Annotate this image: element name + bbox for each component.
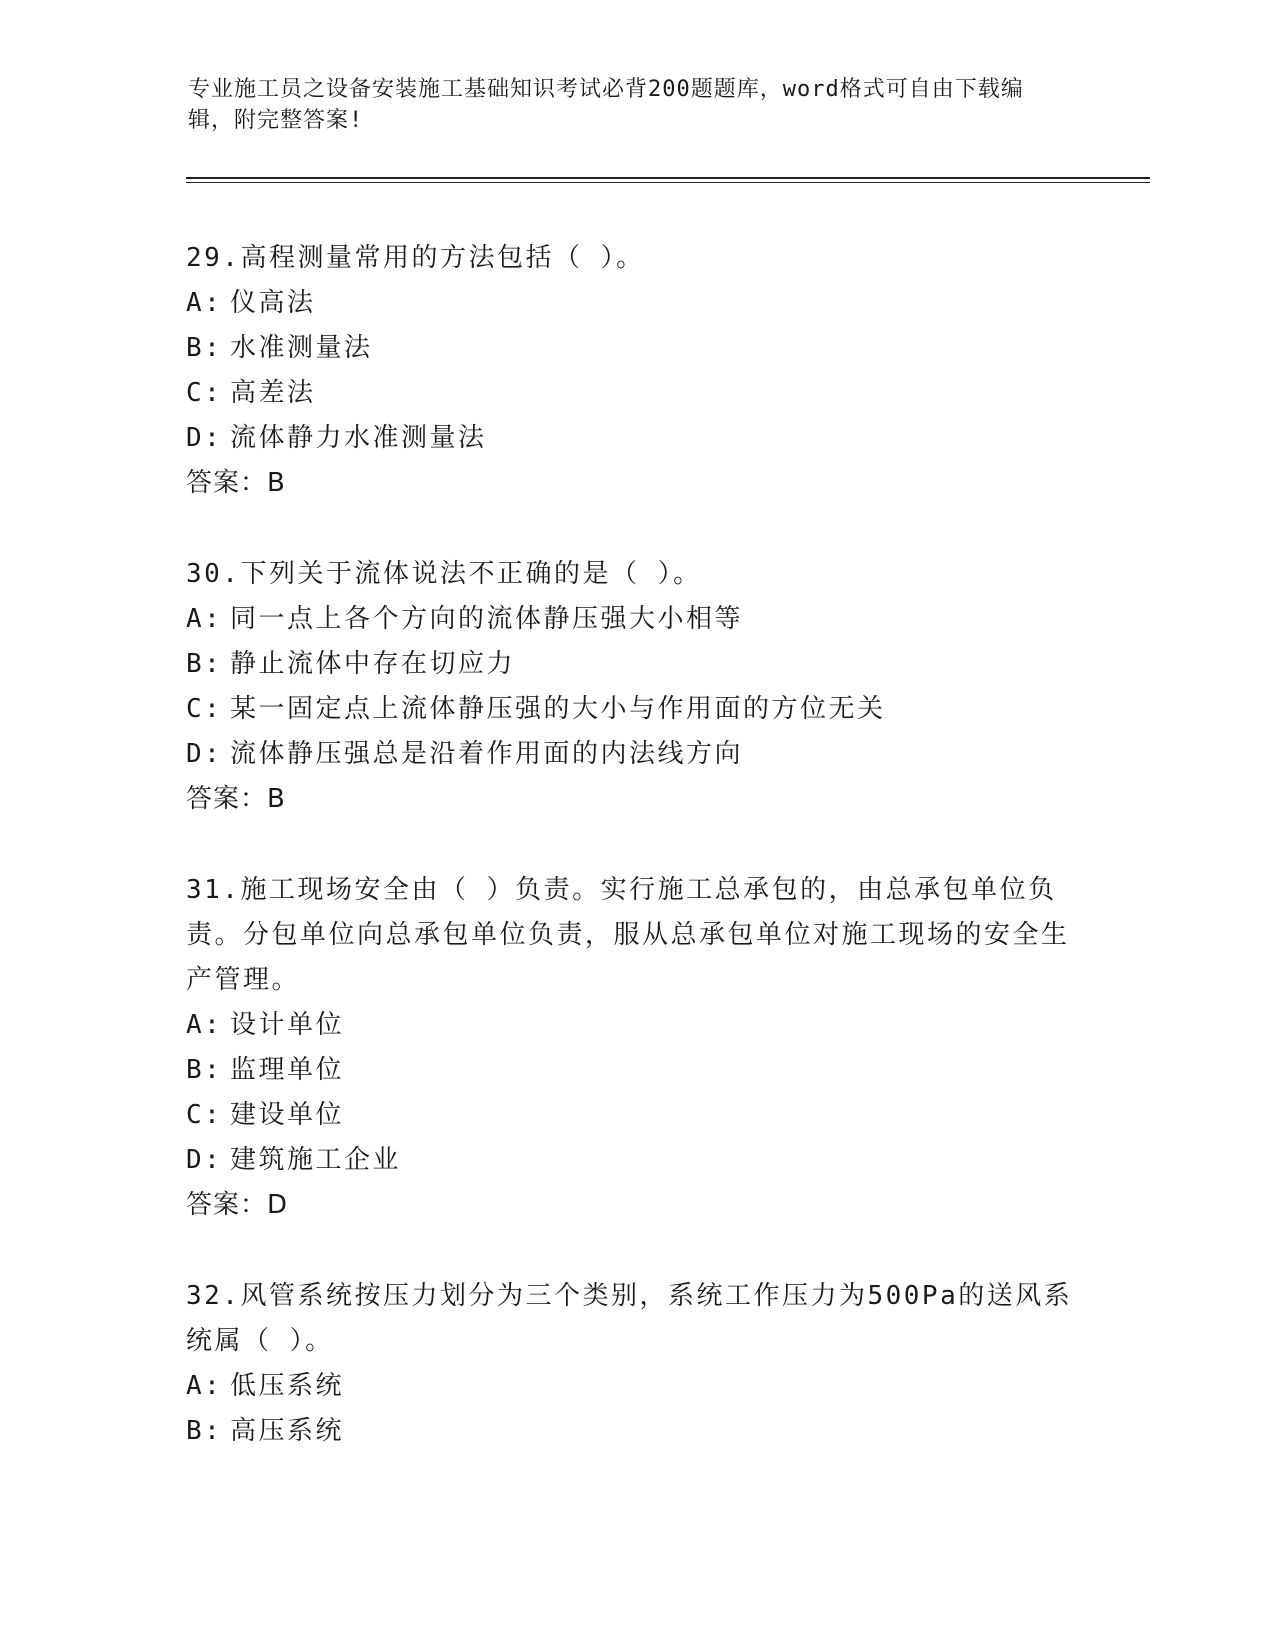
option-text: 高差法 <box>230 378 316 408</box>
question-list <box>186 236 1086 1500</box>
option-text: 高压系统 <box>230 1416 345 1446</box>
option-text: 建设单位 <box>230 1100 345 1130</box>
option-d <box>186 1138 1086 1183</box>
option-c <box>186 687 1086 732</box>
answer-line: 答案：B <box>186 784 286 814</box>
option-a <box>186 1364 1086 1409</box>
option-letter: C: <box>186 1100 223 1130</box>
option-letter: D: <box>186 739 223 769</box>
option-d <box>186 416 1086 461</box>
option-letter: B: <box>186 649 223 679</box>
option-text: 建筑施工企业 <box>230 1145 402 1175</box>
option-letter: D: <box>186 1145 223 1175</box>
option-b <box>186 1048 1086 1093</box>
option-text: 静止流体中存在切应力 <box>230 649 516 679</box>
option-a <box>186 1003 1086 1048</box>
question-stem: 29.高程测量常用的方法包括（ ）。 <box>186 243 645 273</box>
question-stem: 30.下列关于流体说法不正确的是（ ）。 <box>186 559 702 589</box>
option-text: 设计单位 <box>230 1010 345 1040</box>
option-d <box>186 732 1086 777</box>
option-letter: B: <box>186 333 223 363</box>
option-text: 某一固定点上流体静压强的大小与作用面的方位无关 <box>230 694 886 724</box>
answer-line: 答案：B <box>186 468 286 498</box>
option-letter: B: <box>186 1055 223 1085</box>
option-b <box>186 642 1086 687</box>
question-stem: 31.施工现场安全由（ ）负责。实行施工总承包的，由总承包单位负责。分包单位向总承包单位负责，服从总承包单位对施工现场的安全生产管理。 <box>186 875 1070 995</box>
header-divider <box>186 177 1150 183</box>
option-a <box>186 281 1086 326</box>
option-text: 流体静压强总是沿着作用面的内法线方向 <box>230 739 744 769</box>
option-letter: B: <box>186 1416 223 1446</box>
option-b <box>186 1409 1086 1454</box>
question-32 <box>186 1274 1086 1454</box>
option-letter: A: <box>186 288 223 318</box>
option-letter: A: <box>186 1371 223 1401</box>
question-stem: 32.风管系统按压力划分为三个类别，系统工作压力为500Pa的送风系统属（ ）。 <box>186 1281 1073 1356</box>
question-31 <box>186 868 1086 1228</box>
option-text: 水准测量法 <box>230 333 373 363</box>
option-text: 同一点上各个方向的流体静压强大小相等 <box>230 604 744 634</box>
option-letter: A: <box>186 1010 223 1040</box>
option-c <box>186 1093 1086 1138</box>
option-letter: C: <box>186 378 223 408</box>
option-text: 流体静力水准测量法 <box>230 423 487 453</box>
option-letter: C: <box>186 694 223 724</box>
option-letter: A: <box>186 604 223 634</box>
option-c <box>186 371 1086 416</box>
document-header: 专业施工员之设备安装施工基础知识考试必背200题题库，word格式可自由下载编辑，附完整答案! <box>188 77 1024 133</box>
question-30 <box>186 552 1086 822</box>
option-letter: D: <box>186 423 223 453</box>
option-text: 低压系统 <box>230 1371 345 1401</box>
option-a <box>186 597 1086 642</box>
option-b <box>186 326 1086 371</box>
question-29 <box>186 236 1086 506</box>
option-text: 仪高法 <box>230 288 316 318</box>
answer-line: 答案：D <box>186 1190 289 1220</box>
option-text: 监理单位 <box>230 1055 345 1085</box>
